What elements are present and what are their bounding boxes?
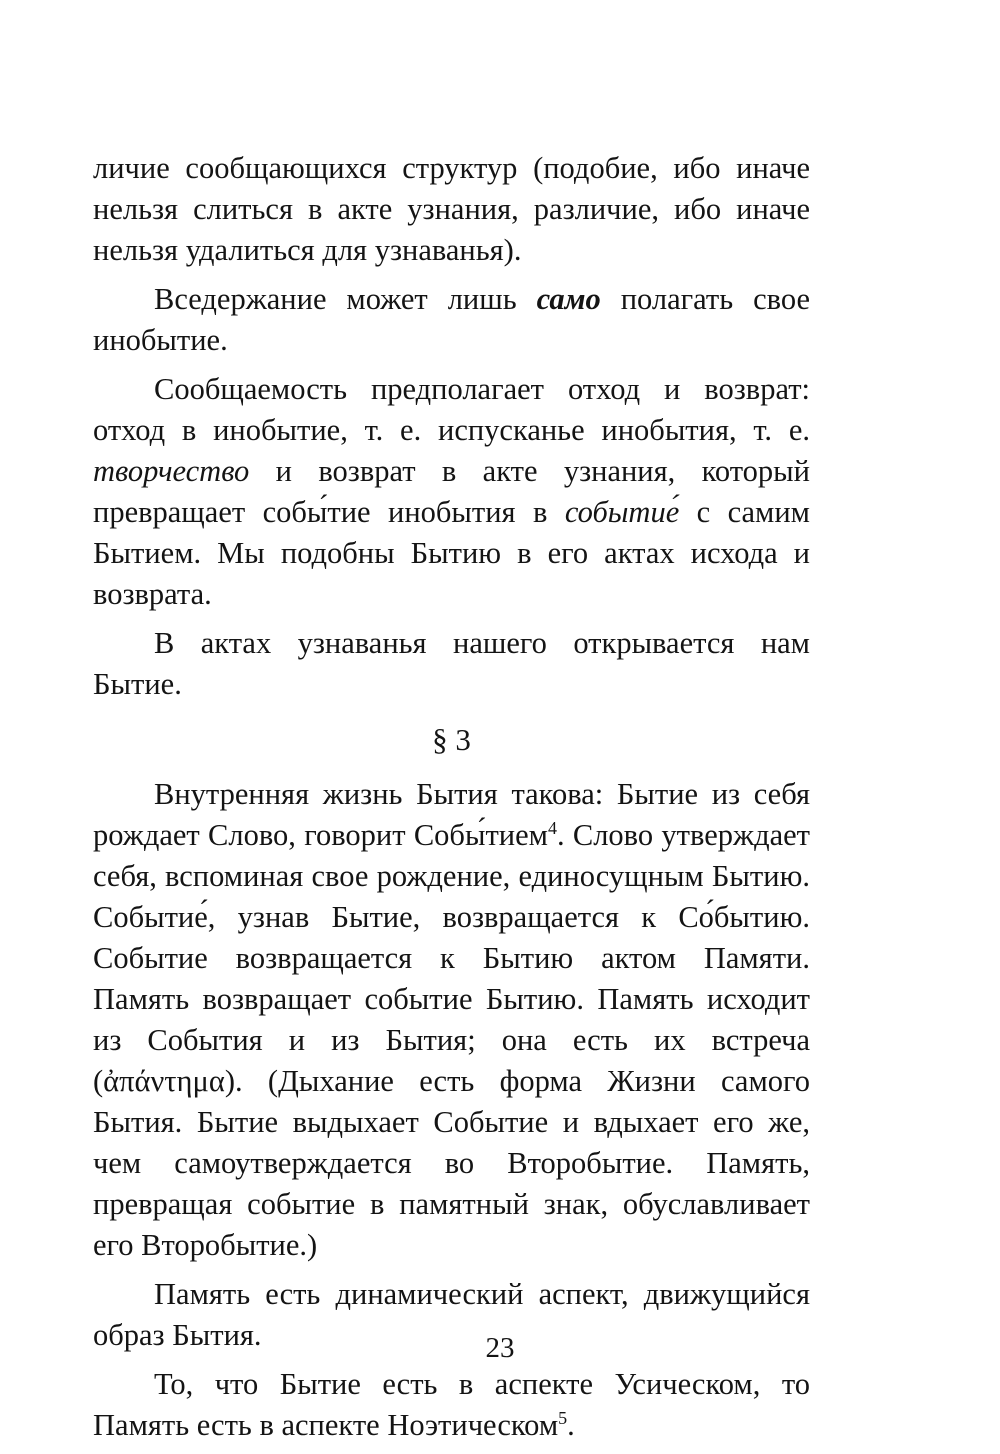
paragraph-uznavanie bbox=[93, 623, 810, 705]
emphasis-samo: само bbox=[536, 282, 601, 316]
paragraph-text: Вседержание может лишь bbox=[154, 282, 537, 316]
paragraph-text: полагать свое инобытие. bbox=[93, 282, 810, 357]
footnote-marker[interactable]: 5 bbox=[558, 1407, 568, 1428]
paragraph-text: личие сообщающихся структур (подобие, ибо иначе нельзя слиться в акте узнания, различие, ибо иначе нельзя удалиться для узнаванья). bbox=[93, 151, 810, 267]
paragraph-vsederzhanie bbox=[93, 279, 810, 361]
paragraph-vnutrennyaya-zhizn bbox=[93, 774, 810, 1266]
paragraph-text: Память есть динамический аспект, движущийся образ Бытия. bbox=[93, 1277, 810, 1352]
paragraph-soobshchaemost bbox=[93, 369, 810, 615]
paragraph-text: Сообщаемость предполагает отход и возврат: отход в инобытие, т. е. испусканье инобытия, т. е. bbox=[93, 372, 810, 447]
paragraph-text: с самим Бытием. Мы подобны Бытию в его актах исхода и возврата. bbox=[93, 495, 810, 611]
page-number: 23 bbox=[485, 1332, 515, 1364]
paragraph-text: . Слово утверждает себя, вспоминая свое рождение, единосущным Бытию. Событие́, узнав Бытие, возвращается к Со́бытию. Событие возвращается к Бытию актом Памяти. Память возвращает событие Бытию. Память исходит из События и из Бытия; она есть их встреча (ἀπάντημα). (Дыхание есть форма Жизни самого Бытия. Бытие выдыхает Событие и вдыхает его же, чем самоутверждается во Второбытие. Память, превращая событие в памятный знак, обуславливает его Второбытие.) bbox=[93, 818, 810, 1262]
paragraph-text: В актах узнаванья нашего открывается нам Бытие. bbox=[93, 626, 810, 701]
paragraph-text: То, что Бытие есть в аспекте Усическом, то Память есть в аспекте Ноэтическом bbox=[93, 1367, 810, 1442]
paragraph-to-chto-bytie bbox=[93, 1364, 810, 1446]
section-heading: § 3 bbox=[432, 722, 471, 757]
footnote-marker[interactable]: 4 bbox=[547, 817, 557, 838]
paragraph-text: . bbox=[567, 1408, 575, 1442]
paragraph-text: Внутренняя жизнь Бытия такова: Бытие из себя рождает Слово, говорит Собы́тием bbox=[93, 777, 810, 852]
paragraph-continuation bbox=[93, 148, 810, 271]
emphasis-tvorchestvo: творчество bbox=[93, 454, 250, 488]
paragraph-text: и возврат в акте узнания, который превращает собы́тие инобытия в bbox=[93, 454, 810, 529]
emphasis-sobytie: событие́ bbox=[564, 495, 680, 529]
main-text bbox=[93, 148, 810, 1454]
